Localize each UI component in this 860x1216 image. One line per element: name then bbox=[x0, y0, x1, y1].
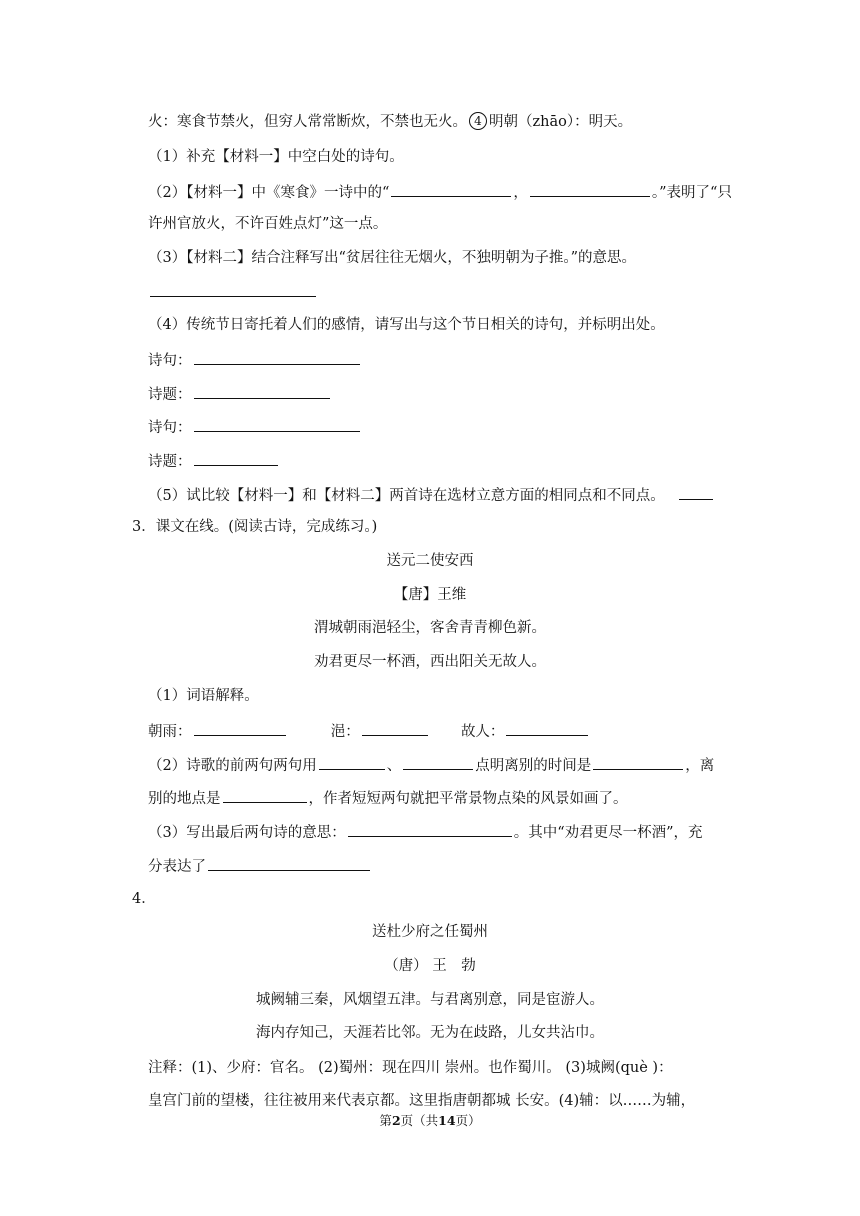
annotation: 皇宫门前的望楼，往往被用来代表京都。这里指唐朝都城 长安。(4)辅：以……为辅， bbox=[148, 1093, 696, 1109]
poem-title: 送元二使安西 bbox=[386, 553, 474, 569]
s3-question-2-continuation: 别的地点是 ，作者短短两句就把平常景物点染的风景如画了。 bbox=[148, 787, 628, 809]
answer-blank[interactable] bbox=[362, 720, 428, 736]
answer-blank[interactable] bbox=[348, 821, 512, 837]
s3-question-2: （2）诗歌的前两句两句用 、 点明离别的时间是 ，离 bbox=[148, 754, 714, 776]
answer-blank[interactable] bbox=[319, 754, 385, 770]
question-2-continuation: 许州官放火，不许百姓点灯”这一点。 bbox=[148, 216, 388, 232]
s3-question-1: （1）词语解释。 bbox=[148, 688, 259, 704]
poem-title-1: 诗题： bbox=[148, 383, 332, 405]
answer-blank[interactable] bbox=[194, 349, 360, 365]
poem-verse: 海内存知己，天涯若比邻。无为在歧路，儿女共沾巾。 bbox=[256, 1025, 604, 1041]
s3-question-3-continuation: 分表达了 bbox=[148, 855, 372, 877]
question-1: （1）补充【材料一】中空白处的诗句。 bbox=[148, 149, 404, 165]
annotation: 注释：(1)、少府：官名。 (2)蜀州：现在四川 崇州。也作蜀川。 (3)城阙(què )： bbox=[148, 1060, 673, 1076]
question-4: （4）传统节日寄托着人们的感情，请写出与这个节日相关的诗句，并标明出处。 bbox=[148, 317, 665, 333]
poem-line-1: 诗句： bbox=[148, 349, 362, 371]
answer-blank[interactable] bbox=[194, 383, 330, 399]
page-footer: 第2页（共14页） bbox=[379, 1113, 481, 1128]
poem-verse: 渭城朝雨浥轻尘，客舍青青柳色新。 bbox=[314, 620, 546, 636]
answer-blank[interactable] bbox=[194, 450, 278, 466]
s3-terms: 朝雨： 浥： 故人： bbox=[148, 720, 590, 742]
answer-blank[interactable] bbox=[679, 484, 713, 500]
poem-title-2: 诗题： bbox=[148, 450, 280, 472]
answer-blank[interactable] bbox=[403, 754, 473, 770]
answer-blank[interactable] bbox=[391, 181, 511, 197]
answer-blank[interactable] bbox=[593, 754, 683, 770]
answer-blank[interactable] bbox=[194, 720, 286, 736]
page-total: 14 bbox=[438, 1113, 456, 1128]
question-2: （2）【材料一】中《寒食》一诗中的“ ， 。”表明了“只 bbox=[148, 181, 732, 203]
answer-blank[interactable] bbox=[194, 416, 360, 432]
answer-blank[interactable] bbox=[208, 855, 370, 871]
question-3: （3）【材料二】结合注释写出“贫居往往无烟火，不独明朝为子推。”的意思。 bbox=[148, 250, 637, 266]
answer-blank[interactable] bbox=[150, 281, 316, 297]
answer-blank[interactable] bbox=[530, 181, 650, 197]
section-3-heading: 3．课文在线。(阅读古诗，完成练习。) bbox=[132, 519, 378, 535]
circled-number: 4 bbox=[469, 112, 487, 130]
note-continuation: 火：寒食节禁火，但穷人常常断炊，不禁也无火。 4 明朝（zhāo）：明天。 bbox=[148, 114, 633, 130]
s3-question-3: （3）写出最后两句诗的意思： 。其中“劝君更尽一杯酒”，充 bbox=[148, 821, 703, 843]
answer-blank[interactable] bbox=[506, 720, 588, 736]
question-3-answer bbox=[148, 281, 318, 303]
poem-line-2: 诗句： bbox=[148, 416, 362, 438]
poem-title: 送杜少府之任蜀州 bbox=[372, 924, 488, 940]
poem-verse: 劝君更尽一杯酒，西出阳关无故人。 bbox=[314, 654, 546, 670]
answer-blank[interactable] bbox=[223, 787, 307, 803]
poem-verse: 城阙辅三秦，风烟望五津。与君离别意，同是宦游人。 bbox=[256, 992, 604, 1008]
poem-author: 【唐】王维 bbox=[393, 587, 467, 603]
section-4-heading: 4． bbox=[132, 891, 156, 907]
page-number: 2 bbox=[391, 1113, 401, 1128]
poem-author: （唐） 王 勃 bbox=[384, 958, 476, 974]
question-5: （5）试比较【材料一】和【材料二】两首诗在选材立意方面的相同点和不同点。 bbox=[148, 484, 715, 506]
